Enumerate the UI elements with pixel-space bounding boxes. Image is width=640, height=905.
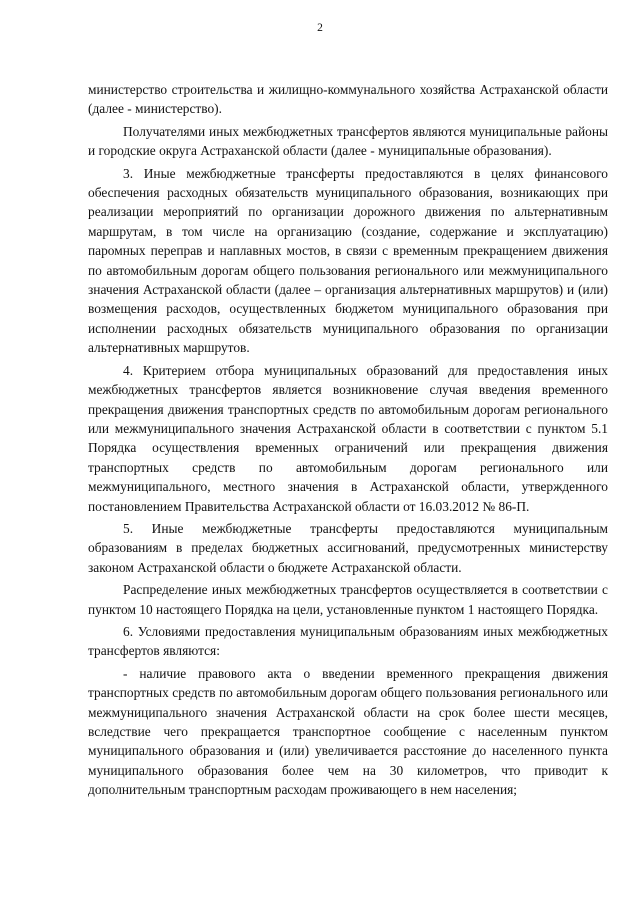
paragraph-condition-1: - наличие правового акта о введении временного прекращения движения транспортных средств по автомобильным дорогам общего пользования регионального или межмуниципального значения Астраханской области на срок более шести месяцев, вследствие чего прекращается транспортное сообщение с населенным пунктом муниципального образования и (или) увеличивается расстояние до населенного пункта муниципального образования более чем на 30 километров, что приводит к дополнительным транспортным расходам проживающего в нем населения; <box>88 665 608 798</box>
page-number: 2 <box>317 22 323 34</box>
paragraph-distribution: Распределение иных межбюджетных трансфертов осуществляется в соответствии с пунктом 10 настоящего Порядка на цели, установленные пунктом 1 настоящего Порядка. <box>88 582 608 617</box>
paragraph-ministry-continuation: министерство строительства и жилищно-коммунального хозяйства Астраханской области (далее - министерство). <box>88 82 608 117</box>
paragraph-item-4: 4. Критерием отбора муниципальных образований для предоставления иных межбюджетных трансфертов является возникновение случая введения временного прекращения движения транспортных средств по автомобильным дорогам регионального или межмуниципального значения Астраханской области в соответствии с пунктом 5.1 Порядка осуществления временных ограничений или прекращения движения транспортных средств по автомобильным дорогам регионального или межмуниципального, местного значения в Астраханской области, утвержденного постановлением Правительства Астраханской области от 16.03.2012 № 86-П. <box>88 362 608 514</box>
paragraph-item-5: 5. Иные межбюджетные трансферты предоставляются муниципальным образованиям в пределах бюджетных ассигнований, предусмотренных министерству законом Астраханской области о бюджете Астраханской области. <box>88 520 608 575</box>
paragraph-recipients: Получателями иных межбюджетных трансфертов являются муниципальные районы и городские округа Астраханской области (далее - муниципальные образования). <box>88 123 608 159</box>
paragraph-item-6: 6. Условиями предоставления муниципальным образованиям иных межбюджетных трансфертов являются: <box>88 623 608 659</box>
document-body <box>88 80 608 803</box>
paragraph-item-3: 3. Иные межбюджетные трансферты предоставляются в целях финансового обеспечения расходных обязательств муниципального образования, возникающих при реализации мероприятий по организации дорожного движения по альтернативным маршрутам, в том числе на организацию (создание, содержание и эксплуатацию) паромных переправ и наплавных мостов, в связи с временным прекращением движения по автомобильным дорогам общего пользования регионального или межмуниципального значения Астраханской области (далее – организация альтернативных маршрутов) и (или) возмещения расходов, осуществленных бюджетом муниципального образования при исполнении расходных обязательств муниципального образования по организации альтернативных маршрутов. <box>88 165 608 356</box>
